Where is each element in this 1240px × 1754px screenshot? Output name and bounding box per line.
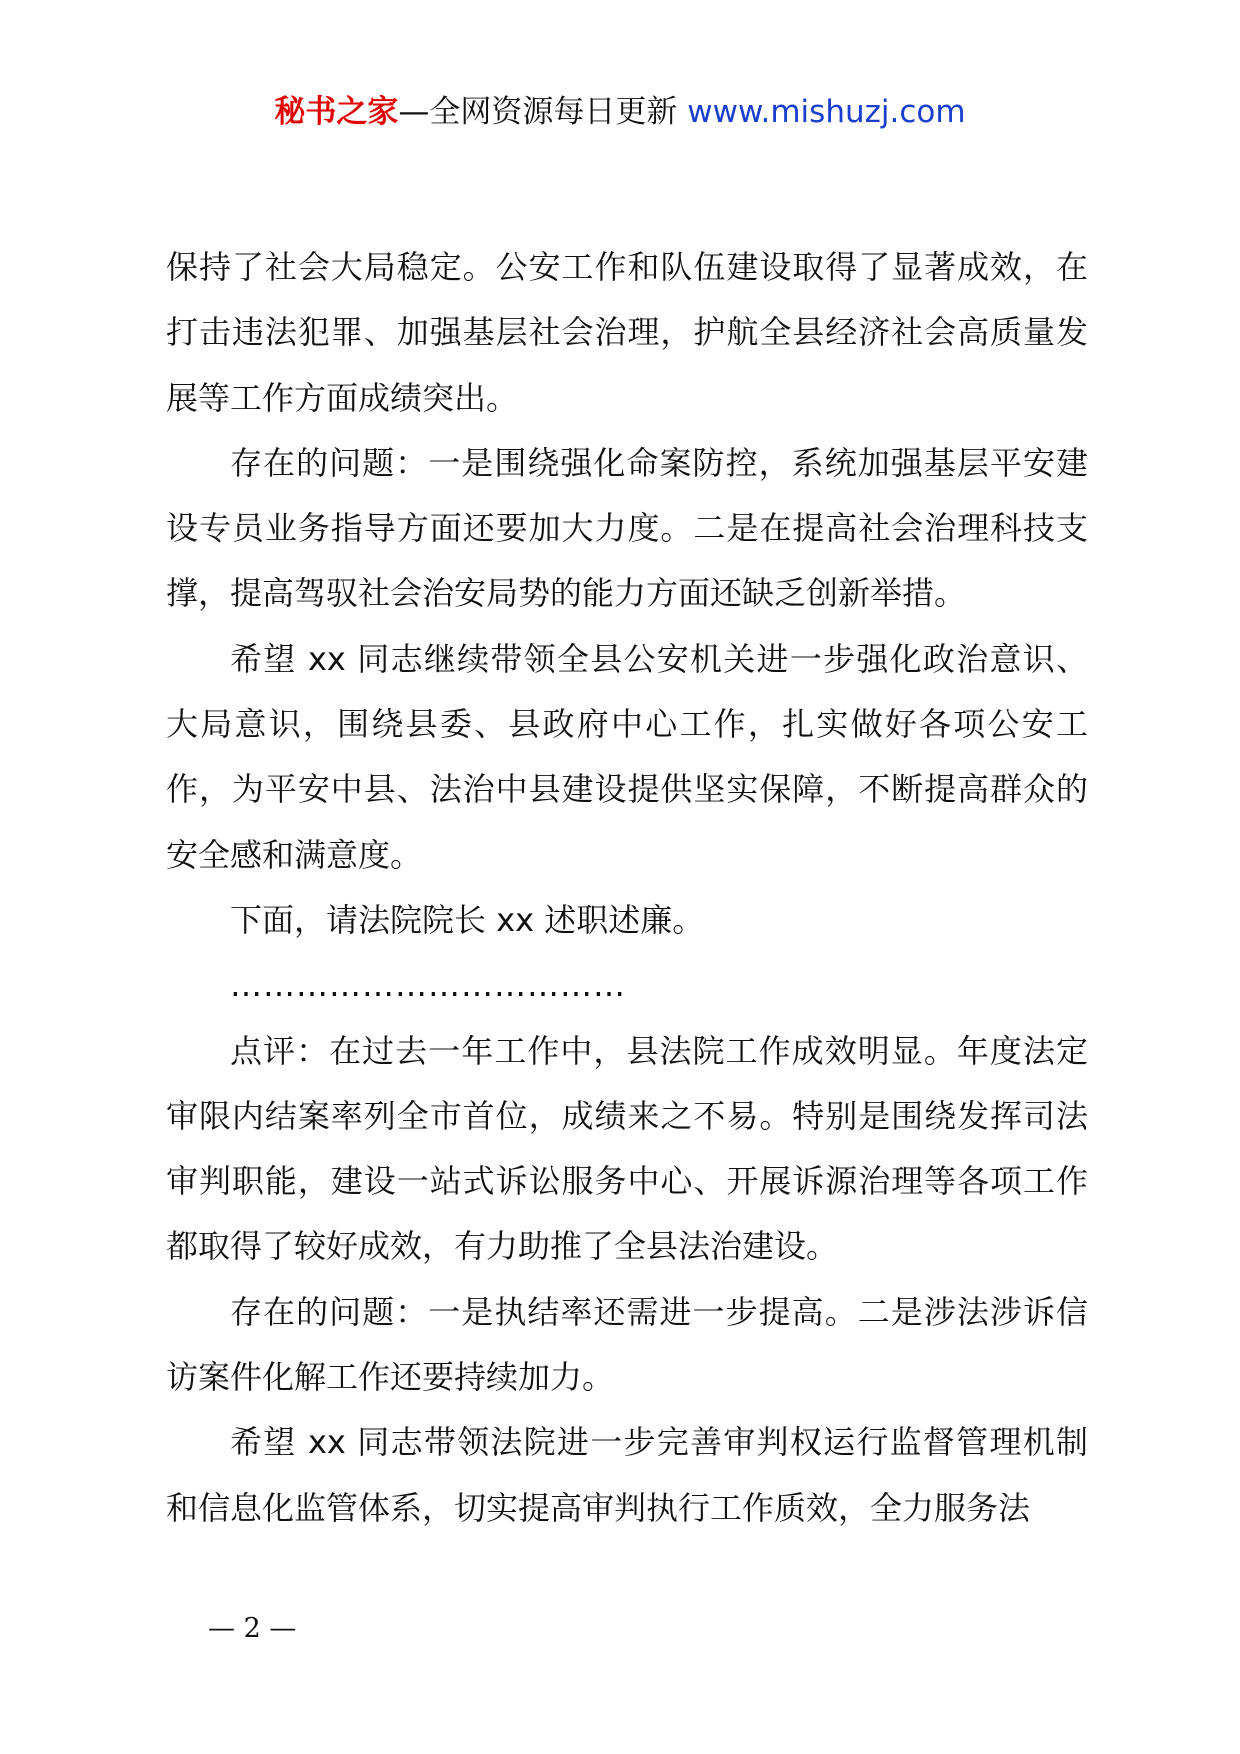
paragraph-hope-court: 希望 xx 同志带领法院进一步完善审判权运行监督管理机制和信息化监管体系，切实提高审判执行工作质效，全力服务法	[166, 1423, 1088, 1527]
site-brand: 秘书之家	[274, 94, 399, 130]
paragraph-continued: 保持了社会大局稳定。公安工作和队伍建设取得了显著成效，在打击违法犯罪、加强基层社会治理，护航全县经济社会高质量发展等工作方面成绩突出。	[166, 248, 1088, 417]
site-tagline: —全网资源每日更新	[398, 94, 688, 130]
paragraph-next-speaker: 下面，请法院院长 xx 述职述廉。	[230, 900, 705, 939]
paragraph-ellipsis: ………………………………	[230, 966, 626, 1005]
document-body	[166, 235, 1088, 1541]
paragraph-issues-police: 存在的问题：一是围绕强化命案防控，系统加强基层平安建设专员业务指导方面还要加大力度。二是在提高社会治理科技支撑，提高驾驭社会治安局势的能力方面还缺乏创新举措。	[166, 443, 1088, 613]
paragraph-review-court: 点评：在过去一年工作中，县法院工作成效明显。年度法定审限内结案率列全市首位，成绩来之不易。特别是围绕发挥司法审判职能，建设一站式诉讼服务中心、开展诉源治理等各项工作都取得了较好成效，有力助推了全县法治建设。	[166, 1031, 1088, 1266]
paragraph-issues-court: 存在的问题：一是执结率还需进一步提高。二是涉法涉诉信访案件化解工作还要持续加力。	[166, 1292, 1088, 1397]
site-header	[0, 92, 1240, 132]
page-number: — 2 —	[208, 1613, 297, 1644]
site-url[interactable]: www.mishuzj.com	[687, 94, 966, 130]
paragraph-hope-police: 希望 xx 同志继续带领全县公安机关进一步强化政治意识、大局意识，围绕县委、县政府中心工作，扎实做好各项公安工作，为平安中县、法治中县建设提供坚实保障，不断提高群众的安全感和满意度。	[166, 639, 1088, 874]
